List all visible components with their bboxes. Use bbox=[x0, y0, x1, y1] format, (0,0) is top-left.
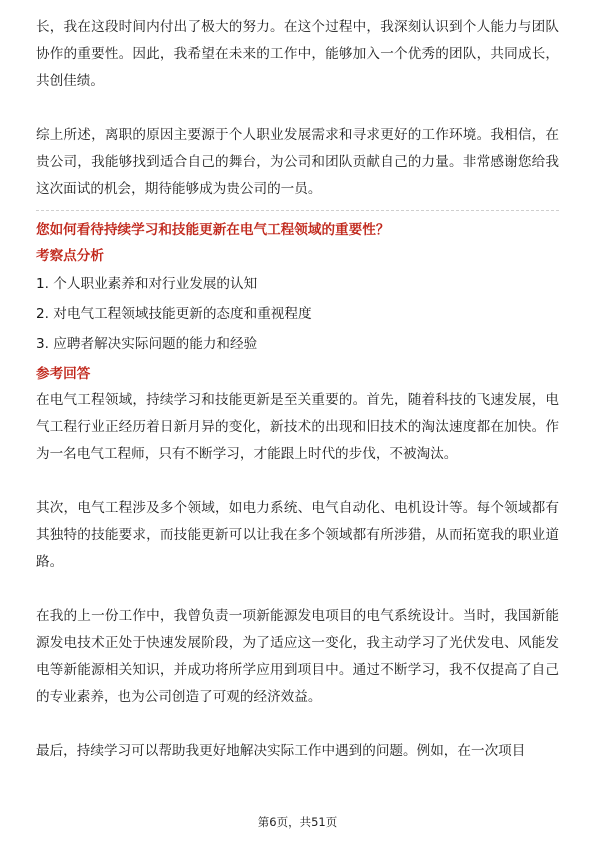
answer-paragraph-1: 在电气工程领域，持续学习和技能更新是至关重要的。首先，随着科技的飞速发展，电气工程行业正经历着日新月异的变化，新技术的出现和旧技术的淘汰速度都在加快。作为一名电气工程师，只有不断学习，才能跟上时代的步伐，不被淘汰。 bbox=[36, 392, 559, 462]
spacer bbox=[36, 576, 559, 603]
intro-paragraph-2: 综上所述，离职的原因主要源于个人职业发展需求和寻求更好的工作环境。我相信，在贵公司，我能够找到适合自己的舞台，为公司和团队贡献自己的力量。非常感谢您给我这次面试的机会，期待能够成为贵公司的一员。 bbox=[36, 127, 559, 197]
answer-paragraph-3: 在我的上一份工作中，我曾负责一项新能源发电项目的电气系统设计。当时，我国新能源发电技术正处于快速发展阶段，为了适应这一变化，我主动学习了光伏发电、风能发电等新能源相关知识，并成功将所学应用到项目中。通过不断学习，我不仅提高了自己的专业素养，也为公司创造了可观的经济效益。 bbox=[36, 608, 559, 705]
analysis-title: 考察点分析 bbox=[36, 248, 104, 264]
spacer bbox=[36, 468, 559, 495]
answer-paragraph-2: 其次，电气工程涉及多个领域，如电力系统、电气自动化、电机设计等。每个领域都有其独特的技能要求，而技能更新可以让我在多个领域都有所涉猎，从而拓宽我的职业道路。 bbox=[36, 500, 559, 570]
analysis-item-1: 1. 个人职业素养和对行业发展的认知 bbox=[36, 276, 258, 292]
section-divider bbox=[36, 210, 559, 211]
answer-paragraph-4: 最后，持续学习可以帮助我更好地解决实际工作中遇到的问题。例如，在一次项目 bbox=[36, 743, 526, 759]
spacer bbox=[36, 95, 559, 122]
question-heading: 您如何看待持续学习和技能更新在电气工程领域的重要性？ bbox=[36, 222, 390, 238]
analysis-item-2: 2. 对电气工程领域技能更新的态度和重视程度 bbox=[36, 306, 312, 322]
document-page bbox=[36, 14, 559, 765]
spacer bbox=[36, 711, 559, 738]
analysis-item-3: 3. 应聘者解决实际问题的能力和经验 bbox=[36, 336, 258, 352]
answer-title: 参考回答 bbox=[36, 366, 91, 382]
page-footer: 第6页，共51页 bbox=[257, 815, 338, 829]
intro-paragraph-1: 长，我在这段时间内付出了极大的努力。在这个过程中，我深刻认识到个人能力与团队协作的重要性。因此，我希望在未来的工作中，能够加入一个优秀的团队，共同成长，共创佳绩。 bbox=[36, 19, 559, 89]
